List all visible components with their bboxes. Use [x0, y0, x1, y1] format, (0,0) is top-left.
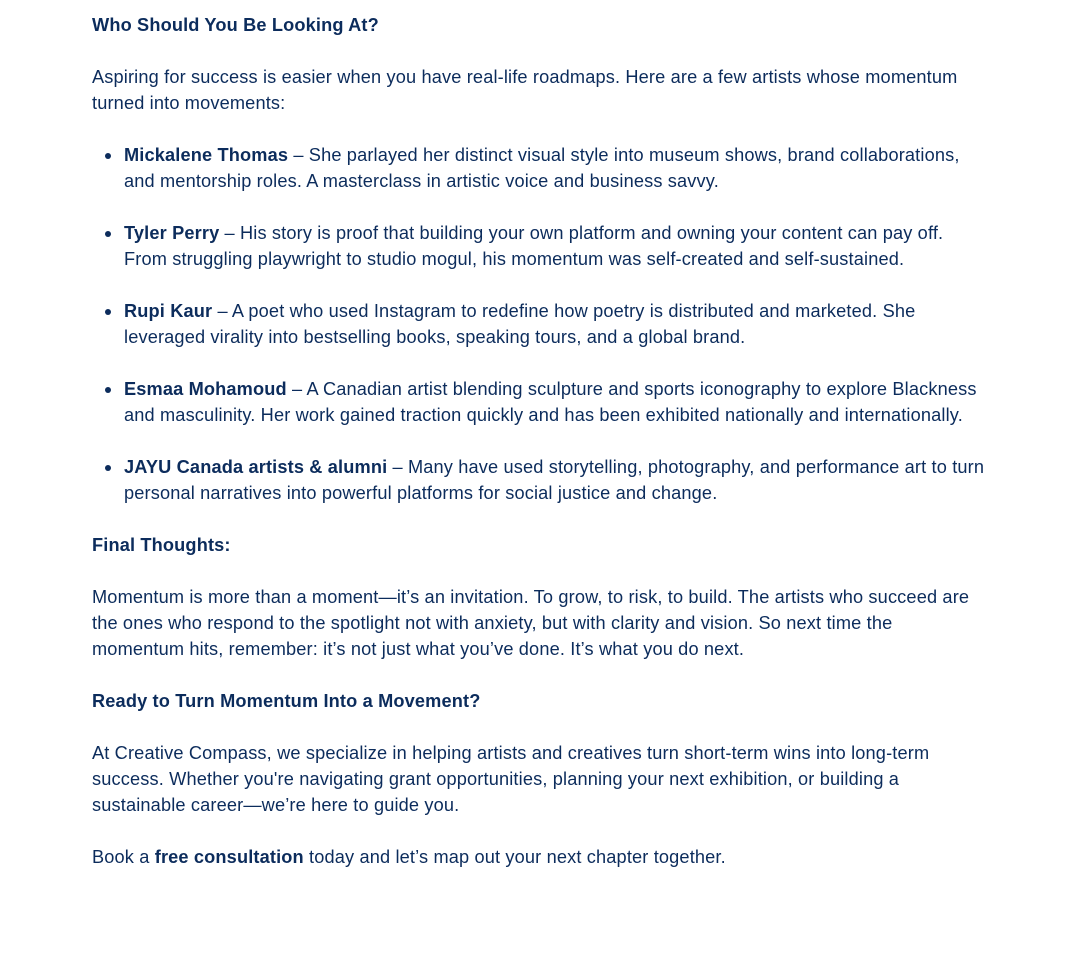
final-thoughts-paragraph: Momentum is more than a moment—it’s an invitation. To grow, to risk, to build. The artists who succeed are the ones who respond to the spotlight not with anxiety, but with clarity and vision. So next time the momentum hits, remember: it’s not just what you’ve done. It’s what you do next. — [92, 587, 970, 659]
creative-compass-paragraph: At Creative Compass, we specialize in helping artists and creatives turn short-term wins into long-term success. Whether you're navigating grant opportunities, planning your next exhibition, or building a sustainable career—we’re here to guide you. — [92, 743, 930, 815]
artist-description: – A poet who used Instagram to redefine how poetry is distributed and marketed. She leveraged virality into bestselling books, speaking tours, and a global brand. — [124, 301, 916, 347]
artist-description: – Many have used storytelling, photography, and performance art to turn personal narratives into powerful platforms for social justice and change. — [124, 457, 985, 503]
article-body — [92, 12, 987, 896]
list-item — [124, 454, 987, 506]
list-item — [124, 376, 987, 428]
intro-paragraph: Aspiring for success is easier when you have real-life roadmaps. Here are a few artists whose momentum turned into movements: — [92, 67, 958, 113]
artist-description: – A Canadian artist blending sculpture and sports iconography to explore Blackness and masculinity. Her work gained traction quickly and has been exhibited nationally and internationally. — [124, 379, 977, 425]
bullet-icon — [105, 231, 111, 237]
cta-prefix: Book a — [92, 847, 155, 867]
cta-paragraph — [92, 844, 987, 870]
artist-name: Mickalene Thomas — [124, 145, 289, 165]
artist-name: Tyler Perry — [124, 223, 220, 243]
bullet-icon — [105, 465, 111, 471]
section-heading-final-thoughts: Final Thoughts: — [92, 535, 231, 555]
list-item — [124, 298, 987, 350]
artist-name: Rupi Kaur — [124, 301, 213, 321]
artist-name: Esmaa Mohamoud — [124, 379, 287, 399]
cta-suffix: today and let’s map out your next chapter together. — [303, 847, 726, 867]
bullet-icon — [105, 387, 111, 393]
section-heading-ready-to-turn-momentum: Ready to Turn Momentum Into a Movement? — [92, 691, 481, 711]
section-heading-who-should-you-look-at: Who Should You Be Looking At? — [92, 15, 379, 35]
list-item — [124, 220, 987, 272]
artist-list — [92, 142, 987, 506]
artist-description: – His story is proof that building your own platform and owning your content can pay off. From struggling playwright to studio mogul, his momentum was self-created and self-sustained. — [124, 223, 944, 269]
artist-description: – She parlayed her distinct visual style into museum shows, brand collaborations, and mentorship roles. A masterclass in artistic voice and business savvy. — [124, 145, 960, 191]
bullet-icon — [105, 309, 111, 315]
list-item — [124, 142, 987, 194]
artist-name: JAYU Canada artists & alumni — [124, 457, 388, 477]
bullet-icon — [105, 153, 111, 159]
free-consultation-link[interactable]: free consultation — [154, 847, 304, 867]
